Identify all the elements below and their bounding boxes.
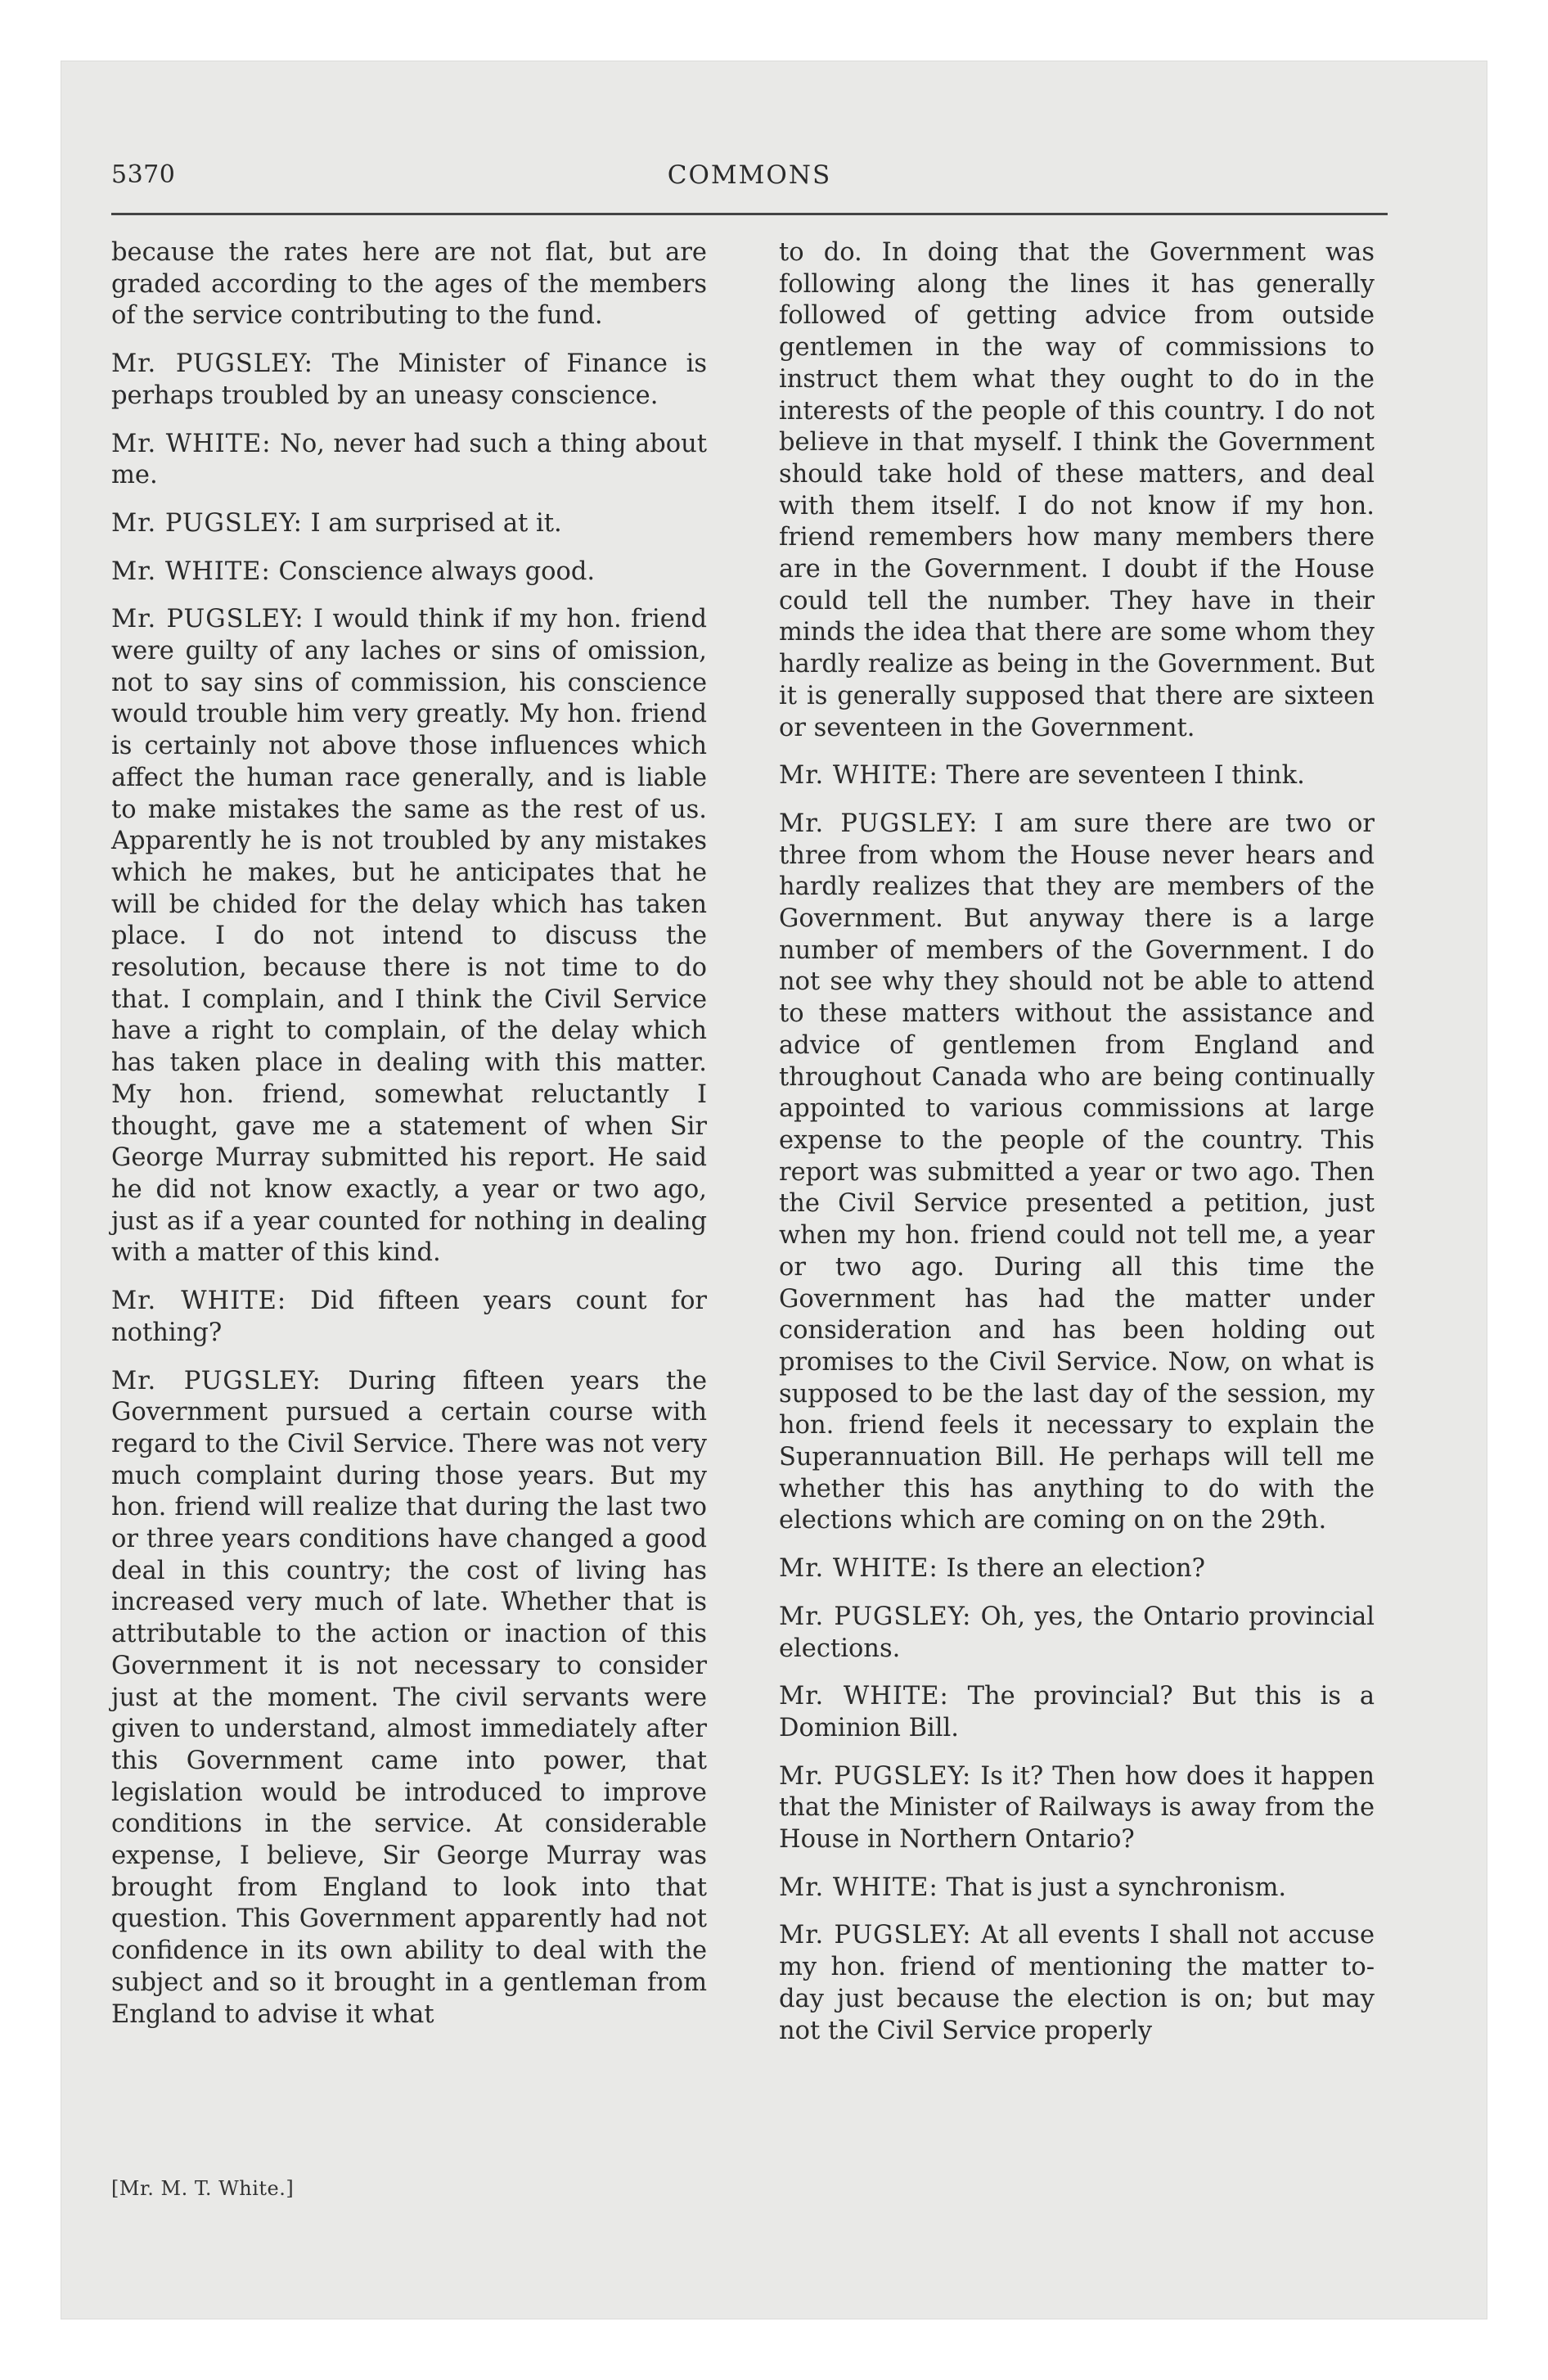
speaker-name: Mr. WHITE: xyxy=(779,1873,938,1902)
paragraph-text: Conscience always good. xyxy=(278,557,596,586)
speaker-name: Mr. WHITE: xyxy=(779,1682,949,1711)
paragraph xyxy=(111,508,707,540)
paragraph-text: Oh, yes, the Ontario provincial elections. xyxy=(779,1602,1375,1663)
paragraph-text: Did fifteen years count for nothing? xyxy=(111,1287,708,1347)
paragraph xyxy=(111,1366,707,2031)
speaker-name: Mr. PUGSLEY: xyxy=(779,1761,972,1791)
paragraph xyxy=(111,604,707,1269)
speaker-name: Mr. PUGSLEY: xyxy=(111,508,303,538)
paragraph-text: The Minister of Finance is perhaps troubled by an uneasy conscience. xyxy=(111,349,707,410)
paragraph-text: Is there an election? xyxy=(946,1554,1205,1584)
speaker-name: Mr. WHITE: xyxy=(779,761,938,791)
speaker-name: Mr. PUGSLEY: xyxy=(779,809,979,838)
running-head: COMMONS xyxy=(667,160,832,190)
footer-speaker-note: [Mr. M. T. White.] xyxy=(111,2177,295,2200)
speaker-name: Mr. WHITE: xyxy=(779,1554,938,1584)
page-number: 5370 xyxy=(111,160,176,189)
paragraph xyxy=(779,1602,1375,1665)
paragraph xyxy=(779,809,1375,1537)
speaker-name: Mr. WHITE: xyxy=(111,557,271,586)
speaker-name: Mr. WHITE: xyxy=(111,429,272,458)
paragraph-text: That is just a synchronism. xyxy=(946,1873,1287,1902)
paragraph xyxy=(779,1873,1375,1904)
paragraph-text: I am surprised at it. xyxy=(310,508,562,538)
paragraph xyxy=(779,237,1375,744)
speaker-name: Mr. PUGSLEY: xyxy=(111,1366,322,1395)
page-header xyxy=(111,156,1388,215)
speaker-name: Mr. PUGSLEY: xyxy=(779,1921,972,1950)
paragraph-text: to do. In doing that the Government was following along the lines it has generally followed of getting advice from outside gentlemen in the way of commissions to instruct them what they ought to do in the interests of the people of this country. I do not believe in that myself. I think the Government should take hold of these matters, and deal with them itself. I do not know if my hon. friend remembers how many members there are in the Government. I doubt if the House could tell the number. They have in their minds the idea that there are some whom they hardly realize as being in the Government. But it is generally supposed that there are sixteen or seventeen in the Government. xyxy=(779,238,1375,742)
paragraph xyxy=(779,1761,1375,1856)
paragraph xyxy=(779,1920,1375,2047)
paragraph xyxy=(111,429,707,492)
paragraph-text: There are seventeen I think. xyxy=(946,761,1305,791)
paragraph xyxy=(111,1286,707,1349)
right-column xyxy=(779,237,1375,2063)
speaker-name: Mr. WHITE: xyxy=(111,1287,287,1316)
speaker-name: Mr. PUGSLEY: xyxy=(111,349,313,379)
paragraph xyxy=(779,760,1375,792)
paragraph xyxy=(111,557,707,588)
paragraph-text: because the rates here are not flat, but are graded according to the ages of the members of the service contributing to the fund. xyxy=(111,238,707,331)
paragraph-text: No, never had such a thing about me. xyxy=(111,429,707,490)
speaker-name: Mr. PUGSLEY: xyxy=(111,605,304,634)
speaker-name: Mr. PUGSLEY: xyxy=(779,1602,972,1631)
paragraph xyxy=(111,349,707,412)
paragraph xyxy=(779,1681,1375,1744)
paragraph xyxy=(111,237,707,332)
paragraph xyxy=(779,1553,1375,1585)
paragraph-text: I am sure there are two or three from whom the House never hears and hardly realizes that they are members of the Government. But anyway there is a large number of members of the Government. I do not see why they should not be able to attend to these matters without the assistance and advice of gentlemen from England and throughout Canada who are being continually appointed to various commissions at large expense to the people of the country. This report was submitted a year or two ago. Then the Civil Service presented a petition, just when my hon. friend could not tell me, a year or two ago. During all this time the Government has had the matter under consideration and has been holding out promises to the Civil Service. Now, on what is supposed to be the last day of the session, my hon. friend feels it necessary to explain the Superannuation Bill. He perhaps will tell me whether this has anything to do with the elections which are coming on on the 29th. xyxy=(779,809,1375,1535)
paragraph-text: During fifteen years the Government pursued a certain course with regard to the Civil Service. There was not very much complaint during those years. But my hon. friend will realize that during the last two or three years conditions have changed a good deal in this country; the cost of living has increased very much of late. Whether that is attributable to the action or inaction of this Government it is not necessary to consider just at the moment. The civil servants were given to understand, almost immediately after this Government came into power, that legislation would be introduced to improve conditions in the service. At considerable expense, I believe, Sir George Murray was brought from England to look into that question. This Government apparently had not confidence in its own ability to deal with the subject and so it brought in a gentleman from England to advise it what xyxy=(111,1366,707,2029)
paragraph-text: I would think if my hon. friend were guilty of any laches or sins of omission, not to say sins of commission, his conscience would trouble him very greatly. My hon. friend is certainly not above those influences which affect the human race generally, and is liable to make mistakes the same as the rest of us. Apparently he is not troubled by any mistakes which he makes, but he anticipates that he will be chided for the delay which has taken place. I do not intend to discuss the resolution, because there is not time to do that. I complain, and I think the Civil Service have a right to complain, of the delay which has taken place in dealing with this matter. My hon. friend, somewhat reluctantly I thought, gave me a statement of when Sir George Murray submitted his report. He said he did not know exactly, a year or two ago, just as if a year counted for nothing in dealing with a matter of this kind. xyxy=(111,605,707,1268)
left-column xyxy=(111,237,707,2047)
paragraph-text: The provincial? But this is a Dominion Bill. xyxy=(779,1682,1375,1742)
paragraph-text: Is it? Then how does it happen that the Minister of Railways is away from the House in Northern Ontario? xyxy=(779,1761,1375,1855)
hansard-page xyxy=(111,156,1388,2267)
paragraph-text: At all events I shall not accuse my hon. friend of mentioning the matter to-day just because the election is on; but may not the Civil Service properly xyxy=(779,1921,1375,2045)
